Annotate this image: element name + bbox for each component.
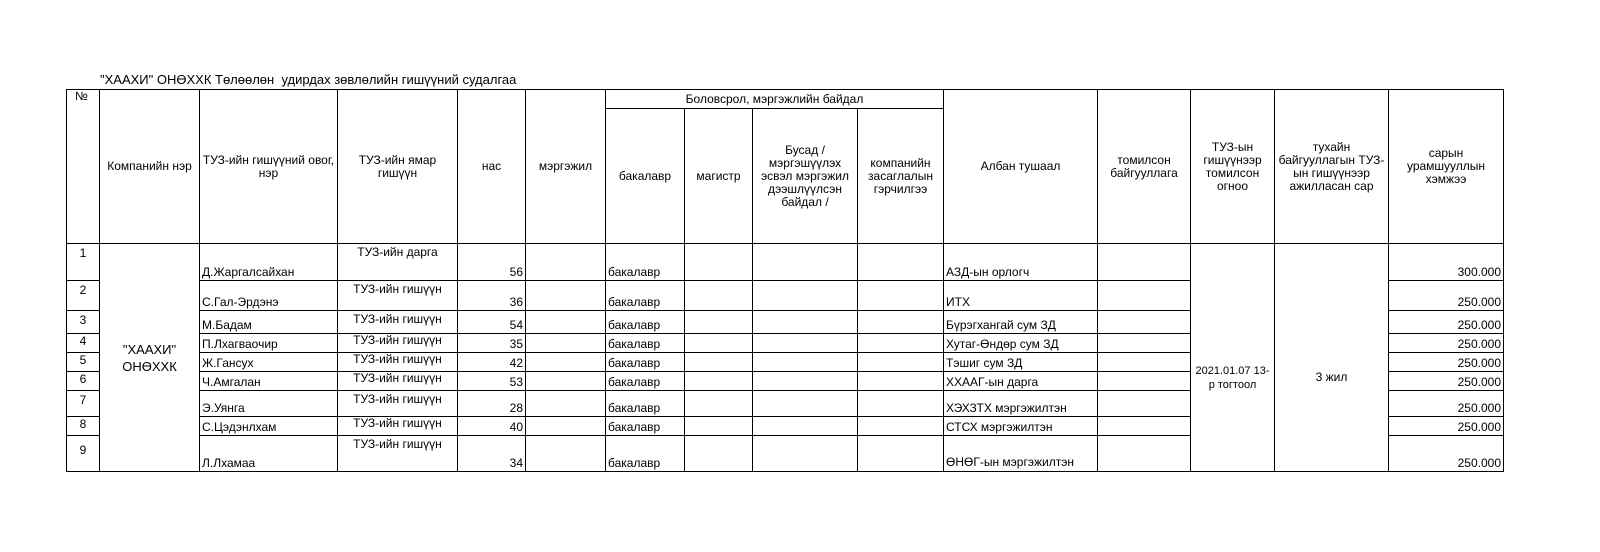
member-age: 34 bbox=[458, 436, 526, 472]
appointing-org-cell bbox=[1098, 281, 1191, 311]
education-bachelor: бакалавр bbox=[606, 244, 685, 281]
member-age: 36 bbox=[458, 281, 526, 311]
education-master bbox=[685, 417, 753, 436]
member-role: ТУЗ-ийн гишүүн bbox=[338, 353, 458, 372]
member-name: Ж.Гансух bbox=[200, 353, 338, 372]
profession-cell bbox=[526, 417, 606, 436]
header-governance-cert: компанийн засаглалын гэрчилгээ bbox=[858, 109, 944, 244]
member-bonus: 250.000 bbox=[1389, 334, 1504, 353]
governance-cert-cell bbox=[858, 353, 944, 372]
profession-cell bbox=[526, 244, 606, 281]
row-number: 7 bbox=[67, 391, 100, 417]
member-age: 40 bbox=[458, 417, 526, 436]
member-age: 42 bbox=[458, 353, 526, 372]
member-name: С.Цэдэнлхам bbox=[200, 417, 338, 436]
education-other bbox=[753, 417, 858, 436]
education-bachelor: бакалавр bbox=[606, 281, 685, 311]
education-master bbox=[685, 281, 753, 311]
member-position: Тэшиг сум ЗД bbox=[944, 353, 1098, 372]
governance-cert-cell bbox=[858, 417, 944, 436]
member-name: М.Бадам bbox=[200, 311, 338, 334]
member-bonus: 300.000 bbox=[1389, 244, 1504, 281]
education-master bbox=[685, 391, 753, 417]
education-master bbox=[685, 311, 753, 334]
education-other bbox=[753, 372, 858, 391]
header-months-served: тухайн байгууллагын ТУЗ-ын гишүүнээр ажилласан сар bbox=[1275, 90, 1389, 244]
header-position: Албан тушаал bbox=[944, 90, 1098, 244]
header-member-name: ТУЗ-ийн гишүүний овог, нэр bbox=[200, 90, 338, 244]
member-role: ТУЗ-ийн гишүүн bbox=[338, 281, 458, 311]
member-name: С.Гал-Эрдэнэ bbox=[200, 281, 338, 311]
header-other: Бусад /мэргэшүүлэх эсвэл мэргэжил дээшлүүлсэн байдал / bbox=[753, 109, 858, 244]
header-bachelor: бакалавр bbox=[606, 109, 685, 244]
member-role: ТУЗ-ийн дарга bbox=[338, 244, 458, 281]
row-number: 8 bbox=[67, 417, 100, 436]
education-bachelor: бакалавр bbox=[606, 436, 685, 472]
row-number: 2 bbox=[67, 281, 100, 311]
education-master bbox=[685, 353, 753, 372]
member-position: Хутаг-Өндөр сум ЗД bbox=[944, 334, 1098, 353]
education-other bbox=[753, 334, 858, 353]
profession-cell bbox=[526, 334, 606, 353]
member-position: ХХААГ-ын дарга bbox=[944, 372, 1098, 391]
member-bonus: 250.000 bbox=[1389, 417, 1504, 436]
member-role: ТУЗ-ийн гишүүн bbox=[338, 372, 458, 391]
member-role: ТУЗ-ийн гишүүн bbox=[338, 417, 458, 436]
member-position: ӨНӨГ-ын мэргэжилтэн bbox=[944, 436, 1098, 472]
profession-cell bbox=[526, 311, 606, 334]
header-no: № bbox=[67, 90, 100, 244]
education-master bbox=[685, 334, 753, 353]
profession-cell bbox=[526, 391, 606, 417]
member-name: Д.Жаргалсайхан bbox=[200, 244, 338, 281]
member-age: 35 bbox=[458, 334, 526, 353]
education-other bbox=[753, 281, 858, 311]
education-other bbox=[753, 436, 858, 472]
member-name: П.Лхагваочир bbox=[200, 334, 338, 353]
row-number: 1 bbox=[67, 244, 100, 281]
education-bachelor: бакалавр bbox=[606, 372, 685, 391]
row-number: 9 bbox=[67, 436, 100, 472]
member-role: ТУЗ-ийн гишүүн bbox=[338, 311, 458, 334]
education-master bbox=[685, 372, 753, 391]
member-role: ТУЗ-ийн гишүүн bbox=[338, 391, 458, 417]
governance-cert-cell bbox=[858, 311, 944, 334]
member-age: 28 bbox=[458, 391, 526, 417]
member-bonus: 250.000 bbox=[1389, 353, 1504, 372]
member-name: Э.Уянга bbox=[200, 391, 338, 417]
profession-cell bbox=[526, 372, 606, 391]
education-bachelor: бакалавр bbox=[606, 311, 685, 334]
appointing-org-cell bbox=[1098, 334, 1191, 353]
appointed-date-cell: 2021.01.07 13-р тогтоол bbox=[1191, 244, 1275, 472]
education-other bbox=[753, 311, 858, 334]
months-served-cell: 3 жил bbox=[1275, 244, 1389, 472]
profession-cell bbox=[526, 281, 606, 311]
appointing-org-cell bbox=[1098, 244, 1191, 281]
appointing-org-cell bbox=[1098, 436, 1191, 472]
row-number: 4 bbox=[67, 334, 100, 353]
profession-cell bbox=[526, 353, 606, 372]
member-name: Л.Лхамаа bbox=[200, 436, 338, 472]
education-other bbox=[753, 244, 858, 281]
member-position: ИТХ bbox=[944, 281, 1098, 311]
member-bonus: 250.000 bbox=[1389, 372, 1504, 391]
appointing-org-cell bbox=[1098, 391, 1191, 417]
education-master bbox=[685, 436, 753, 472]
company-cell: "ХААХИ" ОНӨХХК bbox=[100, 244, 200, 472]
appointing-org-cell bbox=[1098, 353, 1191, 372]
header-profession: мэргэжил bbox=[526, 90, 606, 244]
member-name: Ч.Амгалан bbox=[200, 372, 338, 391]
header-company: Компанийн нэр bbox=[100, 90, 200, 244]
member-age: 56 bbox=[458, 244, 526, 281]
row-number: 3 bbox=[67, 311, 100, 334]
row-number: 5 bbox=[67, 353, 100, 372]
governance-cert-cell bbox=[858, 334, 944, 353]
header-appointing-org: томилсон байгууллага bbox=[1098, 90, 1191, 244]
appointing-org-cell bbox=[1098, 372, 1191, 391]
member-bonus: 250.000 bbox=[1389, 391, 1504, 417]
row-number: 6 bbox=[67, 372, 100, 391]
header-member-type: ТУЗ-ийн ямар гишүүн bbox=[338, 90, 458, 244]
appointing-org-cell bbox=[1098, 417, 1191, 436]
education-bachelor: бакалавр bbox=[606, 417, 685, 436]
education-other bbox=[753, 353, 858, 372]
education-bachelor: бакалавр bbox=[606, 353, 685, 372]
education-master bbox=[685, 244, 753, 281]
member-age: 54 bbox=[458, 311, 526, 334]
profession-cell bbox=[526, 436, 606, 472]
header-appointed-date: ТУЗ-ын гишүүнээр томилсон огноо bbox=[1191, 90, 1275, 244]
header-bonus: сарын урамшууллын хэмжээ bbox=[1389, 90, 1504, 244]
governance-cert-cell bbox=[858, 391, 944, 417]
member-bonus: 250.000 bbox=[1389, 281, 1504, 311]
education-other bbox=[753, 391, 858, 417]
table-row bbox=[67, 244, 1504, 281]
governance-cert-cell bbox=[858, 372, 944, 391]
member-role: ТУЗ-ийн гишүүн bbox=[338, 436, 458, 472]
member-age: 53 bbox=[458, 372, 526, 391]
governance-cert-cell bbox=[858, 281, 944, 311]
education-bachelor: бакалавр bbox=[606, 334, 685, 353]
header-education-group: Боловсрол, мэргэжлийн байдал bbox=[606, 90, 944, 109]
governance-cert-cell bbox=[858, 244, 944, 281]
member-position: СТСХ мэргэжилтэн bbox=[944, 417, 1098, 436]
appointing-org-cell bbox=[1098, 311, 1191, 334]
member-role: ТУЗ-ийн гишүүн bbox=[338, 334, 458, 353]
education-bachelor: бакалавр bbox=[606, 391, 685, 417]
governance-cert-cell bbox=[858, 436, 944, 472]
member-position: АЗД-ын орлогч bbox=[944, 244, 1098, 281]
document-title: "ХААХИ" ОНӨХХК Төлөөлөн удирдах зөвлөлийн гишүүний судалгаа bbox=[100, 72, 517, 87]
board-members-table bbox=[66, 89, 1504, 472]
header-age: нас bbox=[458, 90, 526, 244]
member-bonus: 250.000 bbox=[1389, 436, 1504, 472]
member-position: Бүрэгхангай сум ЗД bbox=[944, 311, 1098, 334]
header-master: магистр bbox=[685, 109, 753, 244]
member-bonus: 250.000 bbox=[1389, 311, 1504, 334]
member-position: ХЭХЗТХ мэргэжилтэн bbox=[944, 391, 1098, 417]
